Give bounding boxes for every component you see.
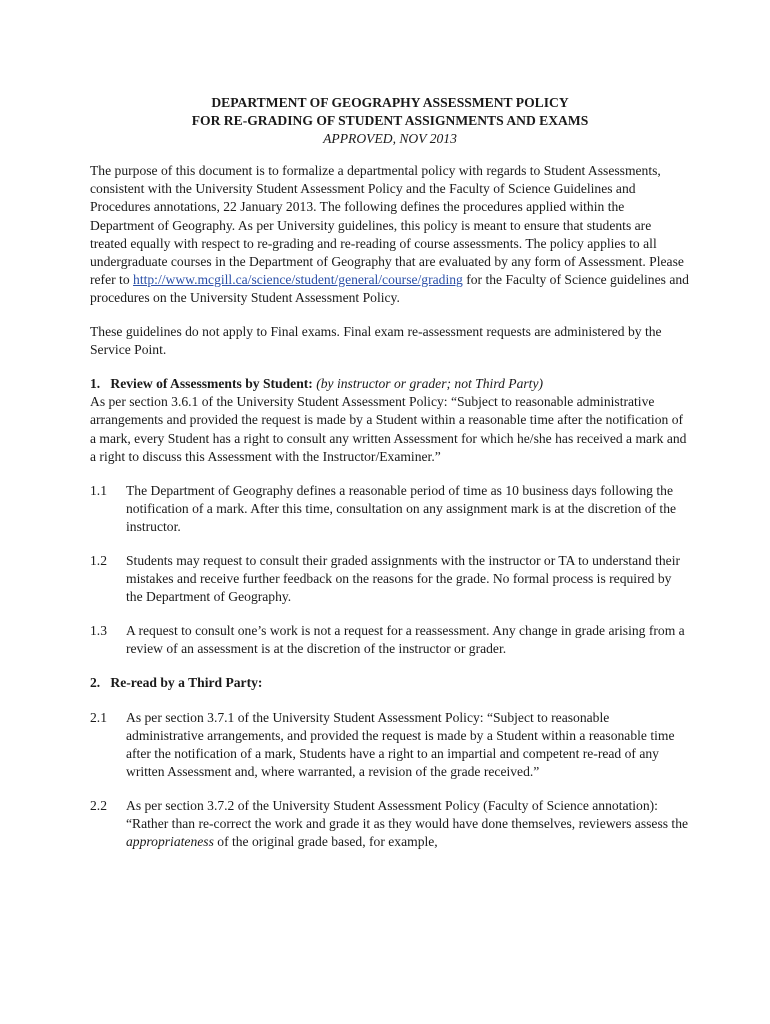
intro-text-before-link: The purpose of this document is to formalize a departmental policy with regards to Student Assessments, consistent with the University Student Assessment Policy and the Faculty of Science Guidelines and Procedures annotations, 22 January 2013. The following defines the procedures applied within the Department of Geography. As per University guidelines, this policy is meant to ensure that students are treated equally with respect to re-grading and re-reading of course assessments. The policy applies to all undergraduate courses in the Department of Geography that are evaluated by any form of Assessment. Please refer to <box>90 163 684 287</box>
item-text: Students may request to consult their graded assignments with the instructor or TA to understand their mistakes and receive further feedback on the reasons for the grade. No formal process is required by the Department of Geography. <box>126 552 681 605</box>
list-item-2-2 <box>90 797 690 851</box>
final-exams-note: These guidelines do not apply to Final exams. Final exam re-assessment requests are administered by the Service Point. <box>90 324 662 358</box>
item-text: As per section 3.7.1 of the University Student Assessment Policy: “Subject to reasonable administrative arrangements, and provided the request is made by a Student within a reasonable time after the notification of a mark, Students have a right to an impartial and competent re-read of any written Assessment and, where warranted, a revision of the grade received.” <box>126 709 675 779</box>
list-item-1-3 <box>90 622 690 658</box>
section-2-heading <box>90 674 690 692</box>
item-number: 1.1 <box>90 482 107 498</box>
document-title-line-1: DEPARTMENT OF GEOGRAPHY ASSESSMENT POLICY <box>211 95 569 110</box>
section-1-heading <box>90 375 690 393</box>
item-text <box>126 797 690 851</box>
list-item-1-1 <box>90 482 690 536</box>
section-1-body: As per section 3.6.1 of the University Student Assessment Policy: “Subject to reasonable administrative arrangements and provided the request is made by a Student within a reasonable time after the notification of a mark, every Student has a right to consult any written Assessment for which he/she has received a mark and a right to discuss this Assessment with the Instructor/Examiner.” <box>90 394 687 464</box>
item-text-before-emphasis: As per section 3.7.2 of the University Student Assessment Policy (Faculty of Science annotation): “Rather than re-correct the work and grade it as they would have done themselves, reviewers assess the <box>126 797 689 831</box>
list-item-1-2 <box>90 552 690 606</box>
section-1-title: Review of Assessments by Student: <box>110 376 313 392</box>
emphasized-term: appropriateness <box>126 834 214 850</box>
section-2-number: 2. <box>90 675 101 691</box>
section-1-note: (by instructor or grader; not Third Party) <box>316 376 544 392</box>
grading-guidelines-link[interactable]: http://www.mcgill.ca/science/student/general/course/grading <box>133 271 463 287</box>
intro-text-after-link: for the Faculty of Science guidelines and procedures on the University Student Assessment Policy. <box>90 271 689 305</box>
document-page <box>90 94 690 867</box>
item-text-after-emphasis: of the original grade based, for example, <box>217 834 438 850</box>
item-text: The Department of Geography defines a reasonable period of time as 10 business days following the notification of a mark. After this time, consultation on any assignment mark is at the discretion of the instructor. <box>126 482 677 534</box>
approval-date: APPROVED, NOV 2013 <box>323 131 457 147</box>
section-2-title: Re-read by a Third Party: <box>110 675 263 691</box>
item-number: 2.1 <box>90 709 107 725</box>
title-block <box>90 94 690 148</box>
section-1-number: 1. <box>90 376 101 392</box>
intro-paragraph <box>90 162 690 307</box>
document-title-line-2: FOR RE-GRADING OF STUDENT ASSIGNMENTS AND EXAMS <box>191 113 589 129</box>
list-item-2-1 <box>90 709 690 781</box>
item-number: 2.2 <box>90 797 107 813</box>
item-number: 1.2 <box>90 552 107 568</box>
item-text: A request to consult one’s work is not a request for a reassessment. Any change in grade arising from a review of an assessment is at the discretion of the instructor or grader. <box>126 623 685 657</box>
item-number: 1.3 <box>90 623 107 639</box>
